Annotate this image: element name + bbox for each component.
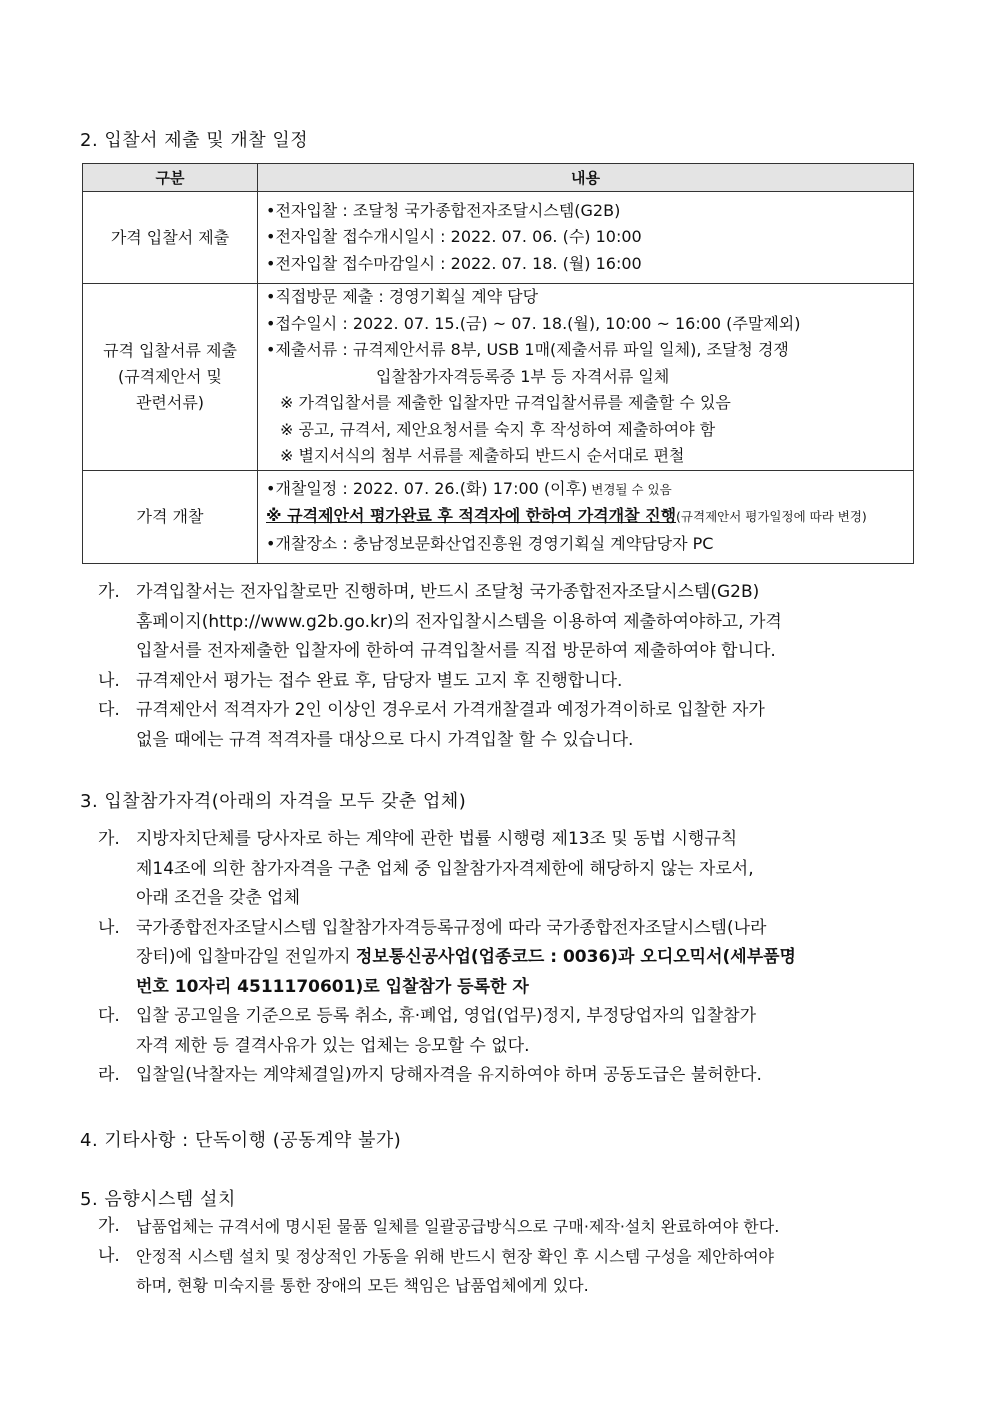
list-item	[98, 696, 913, 755]
opening-date-note: 변경될 수 있음	[587, 481, 672, 497]
list-item	[98, 1002, 913, 1061]
item-marker: 나.	[98, 1245, 120, 1266]
item-marker: 나.	[98, 917, 120, 938]
row-content-spec-docs	[258, 284, 914, 471]
section-5-items	[98, 1212, 913, 1301]
row-label-price-bid: 가격 입찰서 제출	[83, 192, 258, 284]
row-label-spec-docs	[83, 284, 258, 471]
item-emphasis: 번호 10자리 4511170601)로 입찰참가 등록한 자	[136, 976, 529, 997]
list-item	[98, 578, 913, 667]
list-item	[98, 667, 913, 697]
item-line: 자격 제한 등 결격사유가 있는 업체는 응모할 수 없다.	[136, 1035, 530, 1056]
content-line: 입찰참가자격등록증 1부 등 자격서류 일체	[376, 366, 670, 386]
item-marker: 다.	[98, 700, 120, 720]
section-5-title: 5. 음향시스템 설치	[80, 1189, 236, 1210]
item-line: 입찰일(낙찰자는 계약체결일)까지 당해자격을 유지하여야 하며 공동도급은 불허한다.	[136, 1065, 762, 1085]
list-item	[98, 825, 913, 914]
list-item	[98, 1242, 913, 1301]
table-row-price-bid	[83, 192, 914, 284]
item-line: 홈페이지(http://www.g2b.go.kr)의 전자입찰시스템을 이용하여 제출하여야하고, 가격	[136, 611, 782, 632]
list-item	[98, 1061, 913, 1091]
content-line: •제출서류 : 규격제안서류 8부, USB 1매(제출서류 파일 일체), 조달청 경쟁	[266, 340, 789, 359]
section-2-items	[98, 578, 913, 755]
row-label-price-opening: 가격 개찰	[83, 470, 258, 563]
content-line	[266, 476, 907, 504]
list-item	[98, 1212, 913, 1242]
opening-date-text: •개찰일정 : 2022. 07. 26.(화) 17:00 (이후)	[266, 478, 588, 498]
item-line: 가격입찰서는 전자입찰로만 진행하며, 반드시 조달청 국가종합전자조달시스템(G2B)	[136, 582, 760, 602]
item-emphasis: 정보통신공사업(업종코드 : 0036)과 오디오믹서(세부품명	[355, 947, 796, 967]
item-marker: 라.	[98, 1065, 120, 1085]
item-line: 규격제안서 평가는 접수 완료 후, 담당자 별도 고지 후 진행합니다.	[136, 670, 623, 691]
item-line: 없을 때에는 규격 적격자를 대상으로 다시 가격입찰 할 수 있습니다.	[136, 729, 634, 750]
opening-condition-note: (규격제안서 평가일정에 따라 변경)	[676, 509, 867, 525]
section-2-title: 2. 입찰서 제출 및 개찰 일정	[80, 130, 309, 151]
item-line: 국가종합전자조달시스템 입찰참가자격등록규정에 따라 국가종합전자조달시스템(나라	[136, 917, 767, 938]
item-marker: 가.	[98, 829, 120, 849]
note-line: ※ 가격입찰서를 제출한 입찰자만 규격입찰서류를 제출할 수 있음	[280, 393, 731, 412]
item-line: 아래 조건을 갖춘 업체	[136, 888, 301, 908]
content-line: •전자입찰 : 조달청 국가종합전자조달시스템(G2B)	[266, 200, 621, 220]
item-marker: 나.	[98, 670, 120, 691]
content-line: •전자입찰 접수마감일시 : 2022. 07. 18. (월) 16:00	[266, 253, 642, 273]
note-line: ※ 공고, 규격서, 제안요청서를 숙지 후 작성하여 제출하여야 함	[280, 419, 716, 439]
row-content-price-opening	[258, 470, 914, 563]
item-marker: 가.	[98, 582, 120, 602]
section-4-title: 4. 기타사항 : 단독이행 (공동계약 불가)	[80, 1130, 402, 1151]
item-line: 안정적 시스템 설치 및 정상적인 가동을 위해 반드시 현장 확인 후 시스템 구성을 제안하여야	[136, 1246, 774, 1266]
label-line: 관련서류)	[135, 392, 205, 412]
item-line: 하며, 현황 미숙지를 통한 장애의 모든 책임은 납품업체에게 있다.	[136, 1276, 589, 1295]
note-line: ※ 별지서식의 첨부 서류를 제출하되 반드시 순서대로 편철	[280, 446, 685, 465]
item-line: 지방자치단체를 당사자로 하는 계약에 관한 법률 시행령 제13조 및 동법 시행규칙	[136, 829, 738, 849]
item-line: 납품업체는 규격서에 명시된 물품 일체를 일괄공급방식으로 구매·제작·설치 완료하여야 한다.	[136, 1217, 780, 1236]
content-line: •접수일시 : 2022. 07. 15.(금) ~ 07. 18.(월), 10:00 ~ 16:00 (주말제외)	[266, 313, 801, 333]
content-line: •개찰장소 : 충남정보문화산업진흥원 경영기획실 계약담당자 PC	[266, 533, 714, 553]
section-3-items	[98, 825, 913, 1091]
item-line: 규격제안서 적격자가 2인 이상인 경우로서 가격개찰결과 예정가격이하로 입찰한 자가	[136, 700, 765, 720]
item-text: 장터)에 입찰마감일 전일까지	[136, 947, 356, 967]
row-content-price-bid	[258, 192, 914, 284]
schedule-table	[82, 163, 914, 564]
header-content: 내용	[258, 164, 914, 192]
item-marker: 다.	[98, 1006, 120, 1026]
section-3-title: 3. 입찰참가자격(아래의 자격을 모두 갖춘 업체)	[80, 791, 467, 812]
item-line: 제14조에 의한 참가자격을 구춘 업체 중 입찰참가자격제한에 해당하지 않는 자로서,	[136, 858, 754, 879]
table-header-row	[83, 164, 914, 192]
label-line: 규격 입찰서류 제출	[103, 340, 237, 360]
opening-condition-text: ※ 규격제안서 평가완료 후 적격자에 한하여 가격개찰 진행	[266, 506, 677, 526]
label-line: (규격제안서 및	[117, 366, 223, 386]
content-line: •전자입찰 접수개시일시 : 2022. 07. 06. (수) 10:00	[266, 227, 642, 247]
item-line: 입찰서를 전자제출한 입찰자에 한하여 규격입찰서를 직접 방문하여 제출하여야 합니다.	[136, 641, 776, 661]
header-category: 구분	[83, 164, 258, 192]
item-marker: 가.	[98, 1216, 120, 1236]
content-line: •직접방문 제출 : 경영기획실 계약 담당	[266, 287, 539, 306]
content-line	[266, 503, 907, 531]
item-line: 입찰 공고일을 기준으로 등록 취소, 휴·폐업, 영업(업무)정지, 부정당업자의 입찰참가	[136, 1006, 757, 1026]
table-row-spec-docs	[83, 284, 914, 471]
table-row-price-opening	[83, 470, 914, 563]
list-item	[98, 914, 913, 1003]
